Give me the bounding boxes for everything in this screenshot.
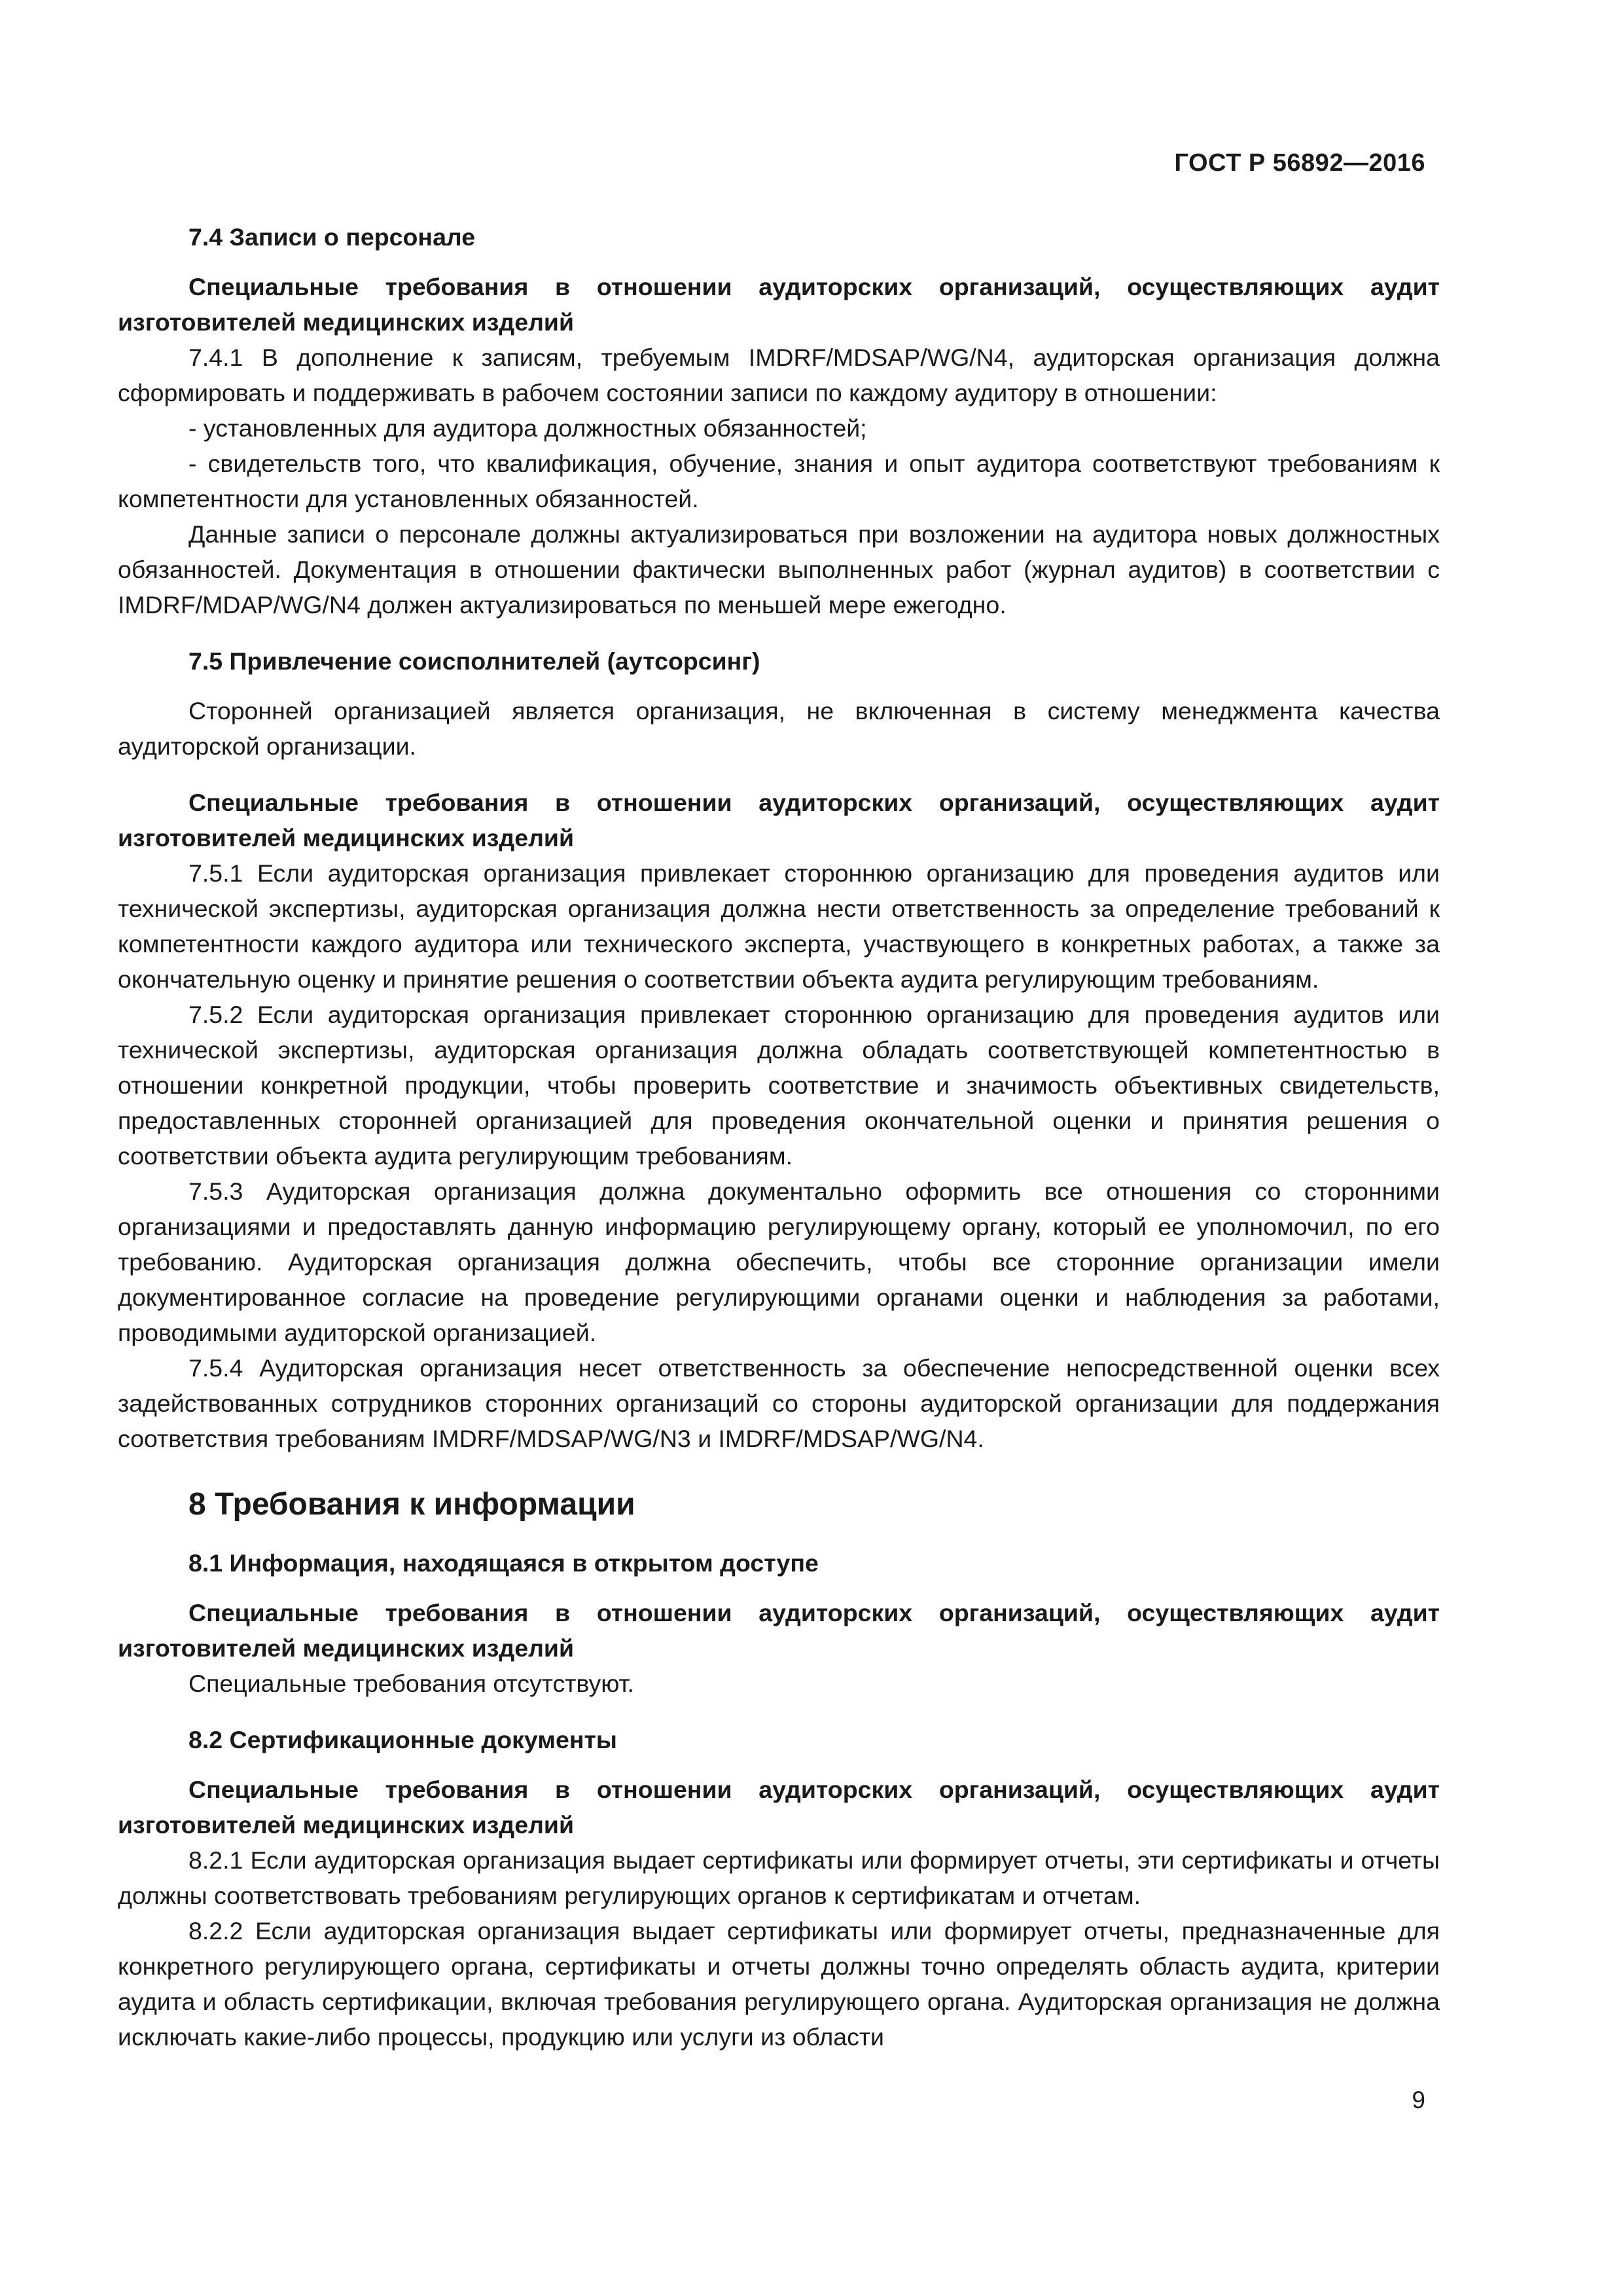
clause-7-4-1: 7.4.1 В дополнение к записям, требуемым IMDRF/MDSAP/WG/N4, аудиторская организация должна сформировать и поддерживать в рабочем состоянии записи по каждому аудитору в отношении:	[118, 344, 1440, 406]
paragraph-no-special-requirements: Специальные требования отсутствуют.	[188, 1670, 634, 1697]
paragraph-records-update: Данные записи о персонале должны актуализироваться при возложении на аудитора новых должностных обязанностей. Документация в отношении фактически выполненных работ (журнал аудитов) в соответствии с IMDRF/MDAP/WG/N4 должен актуализироваться по меньшей мере ежегодно.	[118, 520, 1440, 619]
special-requirements-heading: Специальные требования в отношении аудиторских организаций, осуществляющих аудит изготовителей медицинских изделий	[118, 273, 1440, 336]
clause-7-5-3: 7.5.3 Аудиторская организация должна документально оформить все отношения со сторонними организациями и предоставлять данную информацию регулирующему органу, который ее уполномочил, по его требованию. Аудиторская организация должна обеспечить, чтобы все сторонние организации имели документированное согласие на проведение регулирующими органами оценки и наблюдения за работами, проводимыми аудиторской организацией.	[118, 1177, 1440, 1346]
list-item-evidence: - свидетельств того, что квалификация, обучение, знания и опыт аудитора соответствуют требованиям к компетентности для установленных обязанностей.	[118, 450, 1440, 512]
clause-7-5-4: 7.5.4 Аудиторская организация несет ответственность за обеспечение непосредственной оценки всех задействованных сотрудников сторонних организаций со стороны аудиторской организации для поддержания соответствия требованиям IMDRF/MDSAP/WG/N3 и IMDRF/MDSAP/WG/N4.	[118, 1354, 1440, 1452]
page-number: 9	[1412, 2087, 1425, 2113]
section-7-4-title: 7.4 Записи о персонале	[188, 223, 476, 251]
special-requirements-heading: Специальные требования в отношении аудиторских организаций, осуществляющих аудит изготовителей медицинских изделий	[118, 1599, 1440, 1662]
section-8-2-title: 8.2 Сертификационные документы	[188, 1726, 617, 1753]
clause-8-2-2: 8.2.2 Если аудиторская организация выдает сертификаты или формирует отчеты, предназначенные для конкретного регулирующего органа, сертификаты и отчеты должны точно определять область аудита, критерии аудита и область сертификации, включая требования регулирующего органа. Аудиторская организация не должна исключать какие-либо процессы, продукцию или услуги из области	[118, 1917, 1440, 2051]
clause-7-5-2: 7.5.2 Если аудиторская организация привлекает стороннюю организацию для проведения аудитов или технической экспертизы, аудиторская организация должна обладать соответствующей компетентностью в отношении конкретной продукции, чтобы проверить соответствие и значимость объективных свидетельств, предоставленных сторонней организацией для проведения окончательной оценки и принятия решения о соответствии объекта аудита регулирующим требованиям.	[118, 1001, 1440, 1170]
paragraph-outsourcing-intro: Сторонней организацией является организация, не включенная в систему менеджмента качества аудиторской организации.	[118, 697, 1440, 760]
special-requirements-heading: Специальные требования в отношении аудиторских организаций, осуществляющих аудит изготовителей медицинских изделий	[118, 1776, 1440, 1839]
special-requirements-heading: Специальные требования в отношении аудиторских организаций, осуществляющих аудит изготовителей медицинских изделий	[118, 789, 1440, 852]
section-8-title: 8 Требования к информации	[188, 1487, 635, 1522]
page-content	[118, 219, 1440, 2054]
list-item-duties: - установленных для аудитора должностных обязанностей;	[188, 414, 867, 442]
standard-designation: ГОСТ Р 56892—2016	[1174, 149, 1425, 177]
clause-7-5-1: 7.5.1 Если аудиторская организация привлекает стороннюю организацию для проведения аудитов или технической экспертизы, аудиторская организация должна нести ответственность за определение требований к компетентности каждого аудитора или технического эксперта, участвующего в конкретных работах, а также за окончательную оценку и принятие решения о соответствии объекта аудита регулирующим требованиям.	[118, 859, 1440, 993]
clause-8-2-1: 8.2.1 Если аудиторская организация выдает сертификаты или формирует отчеты, эти сертификаты и отчеты должны соответствовать требованиям регулирующих органов к сертификатам и отчетам.	[118, 1846, 1440, 1909]
section-8-1-title: 8.1 Информация, находящаяся в открытом доступе	[188, 1549, 819, 1577]
section-7-5-title: 7.5 Привлечение соисполнителей (аутсорсинг)	[188, 647, 760, 675]
